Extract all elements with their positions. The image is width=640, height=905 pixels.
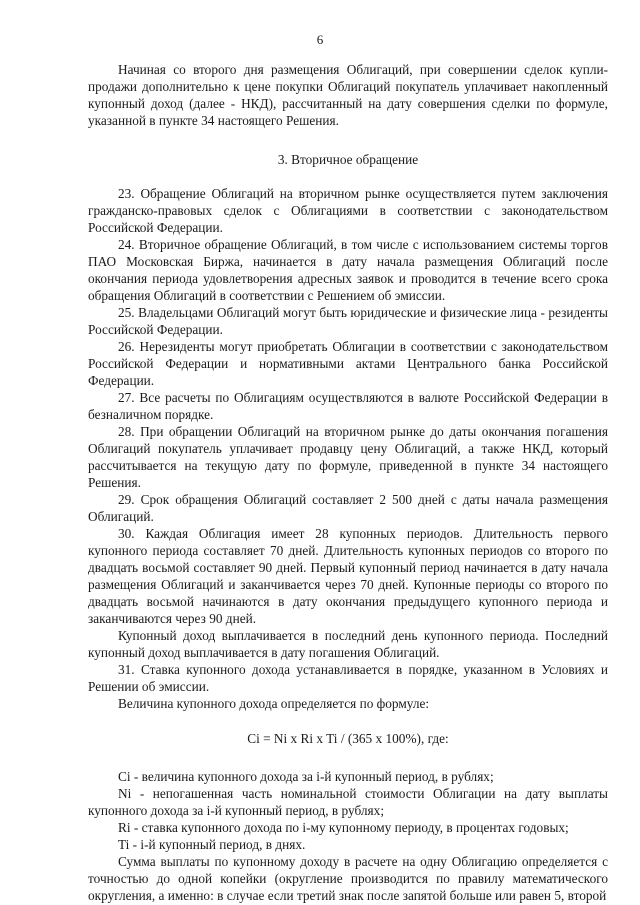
paragraph-coupon-sum: Сумма выплаты по купонному доходу в расчете на одну Облигацию определяется с точностью до одной копейки (округление производится по правилу математического округления, а именно: в случае если третий знак после запятой больше или равен 5, второй bbox=[88, 854, 608, 903]
paragraph-29: 29. Срок обращения Облигаций составляет 2 500 дней с даты начала размещения Облигаций. bbox=[88, 492, 608, 524]
coupon-formula: Ci = Ni x Ri x Ti / (365 x 100%), где: bbox=[247, 731, 449, 746]
definition-ni: Ni - непогашенная часть номинальной стоимости Облигации на дату выплаты купонного дохода за i-й купонный период, в рублях; bbox=[88, 786, 608, 818]
paragraph-intro: Начиная со второго дня размещения Облигаций, при совершении сделок купли-продажи дополнительно к цене покупки Облигаций покупатель уплачивает накопленный купонный доход (далее - НКД), рассчитанный на дату совершения сделки по формуле, указанной в пункте 34 настоящего Решения. bbox=[88, 62, 608, 128]
paragraph-31-formula-intro: Величина купонного дохода определяется по формуле: bbox=[118, 696, 430, 711]
paragraph-30: 30. Каждая Облигация имеет 28 купонных периодов. Длительность первого купонного периода составляет 70 дней. Длительность купонных периодов со второго по двадцать восьмой составляет 90 дней. Первый купонный период начинается в дату начала размещения Облигаций и заканчивается через 70 дней. Купонные периоды со второго по двадцать восьмой начинаются в дату окончания предыдущего купонного периода и заканчиваются через 90 дней. bbox=[88, 526, 608, 626]
paragraph-26: 26. Нерезиденты могут приобретать Облигации в соответствии с законодательством Российской Федерации и нормативными актами Центрального банка Российской Федерации. bbox=[88, 339, 608, 388]
paragraph-27: 27. Все расчеты по Облигациям осуществляются в валюте Российской Федерации в безналичном порядке. bbox=[88, 390, 608, 422]
paragraph-28: 28. При обращении Облигаций на вторичном рынке до даты окончания погашения Облигаций покупатель уплачивает продавцу цену Облигаций, а также НКД, который рассчитывается на текущую дату по формуле, приведенной в пункте 34 настоящего Решения. bbox=[88, 424, 608, 490]
page-number: 6 bbox=[316, 32, 324, 47]
definition-ti: Ti - i-й купонный период, в днях. bbox=[118, 837, 306, 852]
paragraph-31: 31. Ставка купонного дохода устанавливается в порядке, указанном в Условиях и Решении об эмиссии. bbox=[88, 662, 608, 694]
definition-ci: Ci - величина купонного дохода за i-й купонный период, в рублях; bbox=[118, 769, 494, 784]
paragraph-23: 23. Обращение Облигаций на вторичном рынке осуществляется путем заключения гражданско-правовых сделок с Облигациями в соответствии с законодательством Российской Федерации. bbox=[88, 186, 608, 235]
paragraph-25: 25. Владельцами Облигаций могут быть юридические и физические лица - резиденты Российской Федерации. bbox=[88, 305, 608, 337]
section-heading: 3. Вторичное обращение bbox=[277, 152, 419, 167]
definition-ri: Ri - ставка купонного дохода по i-му купонному периоду, в процентах годовых; bbox=[118, 820, 569, 835]
paragraph-24: 24. Вторичное обращение Облигаций, в том числе с использованием системы торгов ПАО Московская Биржа, начинается в дату начала размещения Облигаций после окончания периода удовлетворения адресных заявок и проводится в течение всего срока обращения Облигаций в соответствии с Решением об эмиссии. bbox=[88, 237, 608, 303]
paragraph-30-payment: Купонный доход выплачивается в последний день купонного периода. Последний купонный доход выплачивается в дату погашения Облигаций. bbox=[88, 628, 608, 660]
document-body bbox=[88, 61, 608, 904]
